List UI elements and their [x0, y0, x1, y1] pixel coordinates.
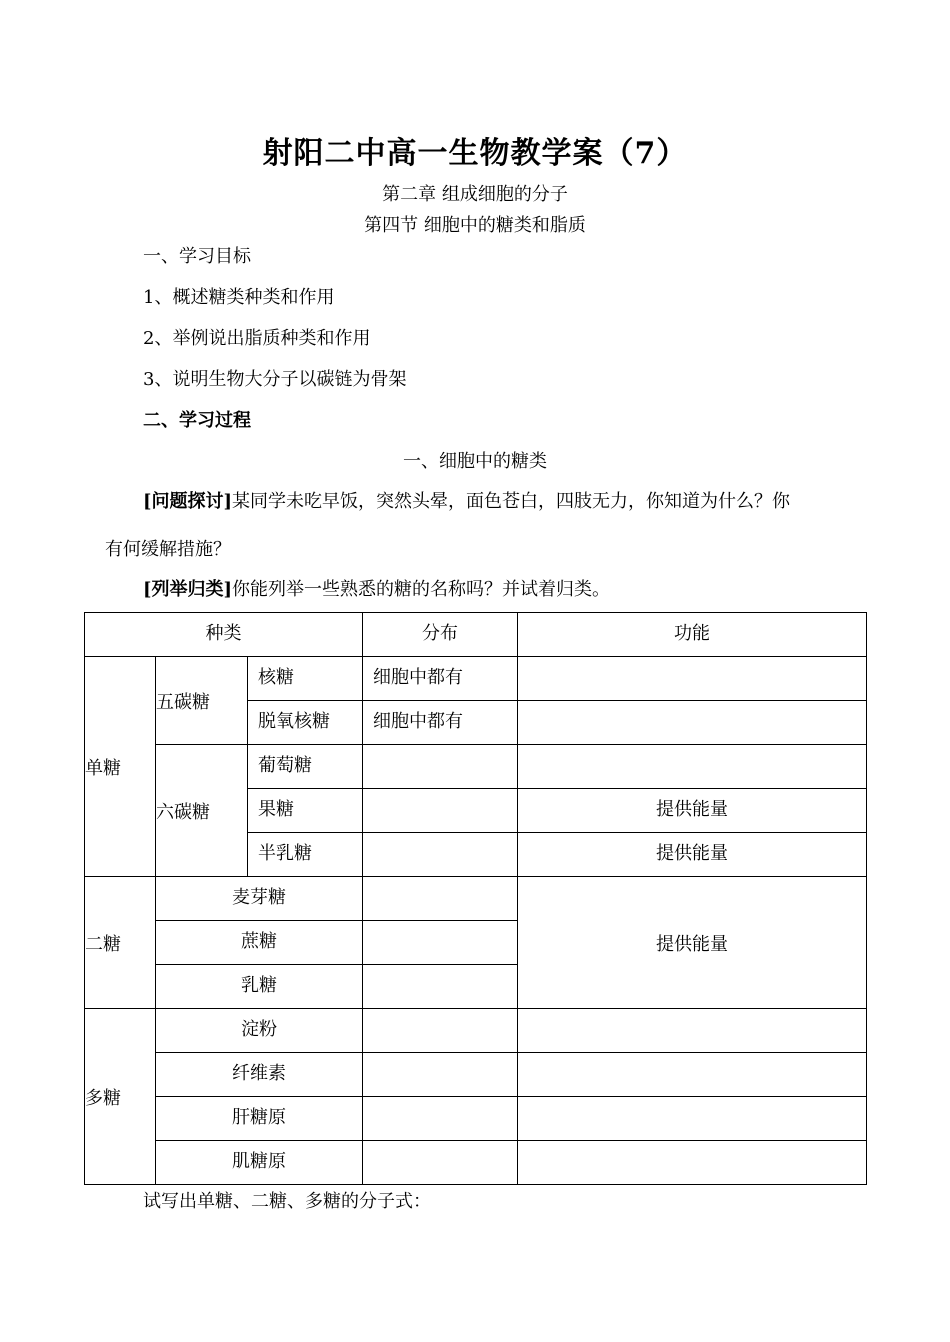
sugar-name: 半乳糖: [258, 843, 312, 864]
sugar-function: 提供能量: [656, 799, 729, 820]
sugar-distribution: [373, 745, 517, 751]
table-row: [85, 657, 867, 701]
sugar-distribution: 细胞中都有: [373, 711, 464, 732]
sugar-table: [84, 612, 867, 1185]
table-row: [85, 1097, 867, 1141]
table-row: [85, 877, 867, 921]
footer-prompt: 试写出单糖、二糖、多糖的分子式：: [143, 1191, 431, 1212]
sugar-name: 淀粉: [241, 1019, 277, 1040]
mono-label: 单糖: [85, 657, 156, 877]
chapter-heading: 第二章 组成细胞的分子: [382, 184, 568, 205]
sugar-name: 肌糖原: [232, 1151, 286, 1172]
header-distribution: 分布: [422, 623, 459, 644]
table-row: [85, 1009, 867, 1053]
goal-item: 3、说明生物大分子以碳链为骨架: [143, 369, 407, 390]
table-header-row: [85, 613, 867, 657]
list-tag: [列举归类]: [143, 579, 233, 600]
sugar-distribution: [373, 833, 517, 839]
sugar-name: 蔗糖: [241, 931, 277, 952]
page-title: 射阳二中高一生物教学案（7）: [262, 136, 688, 171]
sugar-function: [518, 701, 866, 707]
sugar-name: 果糖: [258, 799, 294, 820]
goals-heading: 一、学习目标: [143, 246, 251, 267]
list-prompt: [143, 575, 610, 601]
sugar-name: 核糖: [258, 667, 294, 688]
hexose-label: 六碳糖: [156, 745, 248, 877]
sugar-distribution: 细胞中都有: [373, 667, 464, 688]
sugar-function: [518, 745, 866, 751]
question-line2: 有何缓解措施？: [105, 539, 231, 560]
table-row: [85, 1141, 867, 1185]
sugar-function: 提供能量: [656, 843, 729, 864]
sugar-name: 乳糖: [241, 975, 277, 996]
question-tag: [问题探讨]: [143, 491, 233, 512]
di-function: 提供能量: [518, 877, 867, 1009]
section-heading: 第四节 细胞中的糖类和脂质: [364, 215, 586, 236]
goal-item: 1、概述糖类种类和作用: [143, 287, 335, 308]
header-kind: 种类: [205, 623, 242, 644]
part1-heading: 一、细胞中的糖类: [403, 451, 547, 472]
poly-label: 多糖: [85, 1009, 156, 1185]
sugar-distribution: [373, 789, 517, 795]
pentose-label: 五碳糖: [156, 657, 248, 745]
process-heading: 二、学习过程: [143, 410, 251, 431]
table-row: [85, 745, 867, 789]
sugar-name: 肝糖原: [232, 1107, 286, 1128]
question-line1: [143, 487, 790, 513]
list-text: 你能列举一些熟悉的糖的名称吗？并试着归类。: [232, 579, 611, 600]
question-text: 某同学未吃早饭，突然头晕，面色苍白，四肢无力，你知道为什么？你: [232, 491, 791, 512]
sugar-name: 麦芽糖: [232, 887, 286, 908]
di-label: 二糖: [85, 877, 156, 1009]
sugar-function: [518, 657, 866, 663]
sugar-name: 脱氧核糖: [258, 711, 330, 732]
sugar-name: 葡萄糖: [258, 755, 312, 776]
table-row: [85, 1053, 867, 1097]
header-function: 功能: [674, 623, 711, 644]
goal-item: 2、举例说出脂质种类和作用: [143, 328, 371, 349]
sugar-name: 纤维素: [232, 1063, 286, 1084]
